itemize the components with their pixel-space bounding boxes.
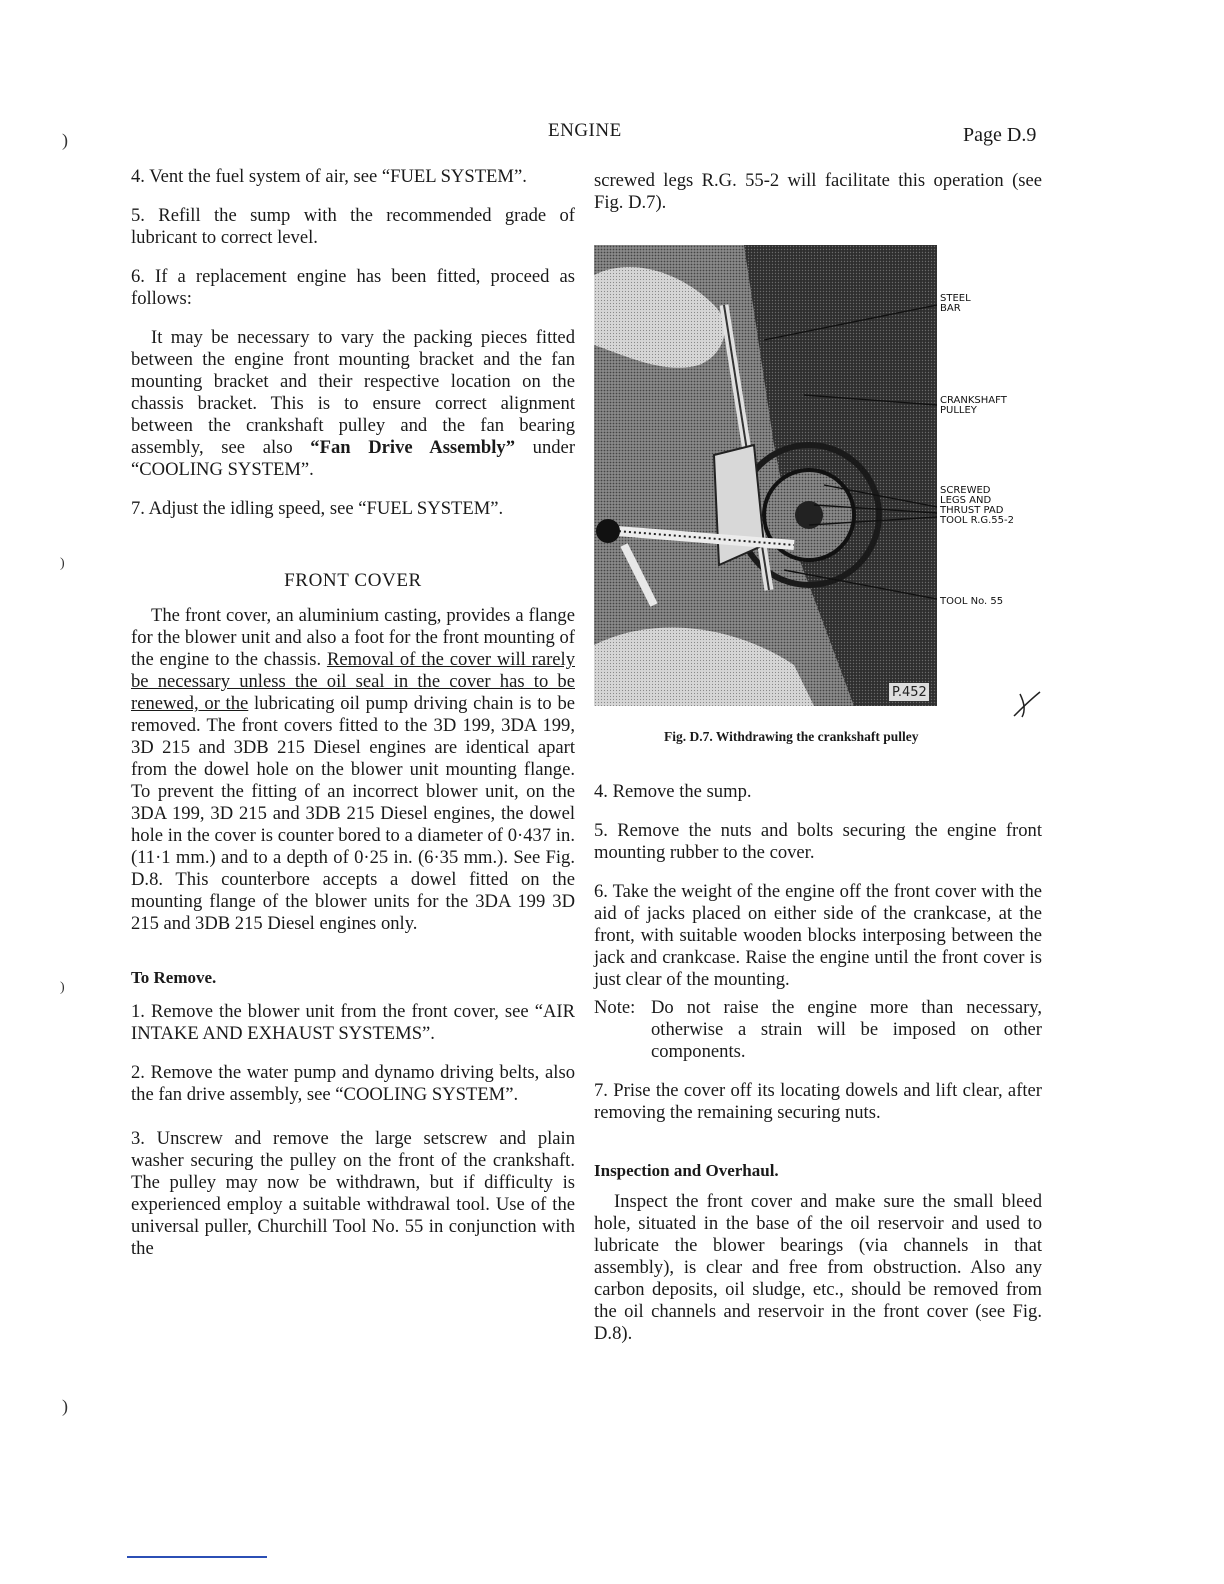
right-column-top (594, 170, 1042, 214)
label-line: TOOL R.G.55-2 (940, 515, 1014, 526)
section-heading-front-cover: FRONT COVER (284, 570, 422, 591)
step-4: 4. Vent the fuel system of air, see “FUEL SYSTEM”. (131, 166, 527, 187)
remove-step-4: 4. Remove the sump. (594, 781, 752, 802)
step-7: 7. Adjust the idling speed, see “FUEL SYSTEM”. (131, 498, 504, 519)
figure-photo (594, 245, 937, 706)
label-steel-bar (940, 294, 971, 314)
step-5: 5. Refill the sump with the recommended grade of lubricant to correct level. (131, 205, 575, 248)
remove-step-1: 1. Remove the blower unit from the front cover, see “AIR INTAKE AND EXHAUST SYSTEMS”. (131, 1001, 575, 1044)
front-cover-text-b: lubricating oil pump driving chain is to be removed. The front covers fitted to the 3D 199, 3DA 199, 3D 215 and 3DB 215 Diesel engines are identical apart from the dowel hole on the blower unit mounting flange. To prevent the fitting of an incorrect blower unit, on the 3DA 199, 3D 215 and 3DB 215 Diesel engines, the dowel hole in the cover is counter bored to a diameter of 0·437 in. (11·1 mm.) and to a depth of 0·25 in. (6·35 mm.). See Fig. D.8. This counterbore accepts a dowel fitted on the mounting flange of the blower units for the 3DA 199 3D 215 and 3DB 215 Diesel engines only. (131, 693, 576, 934)
step-6-text-a: It may be necessary to vary the packing pieces fitted between the engine front mounting bracket and the fan mounting bracket and their respective location on the chassis bracket. This is to ensure correct alignment between the crankshaft pulley and the fan bearing assembly, see also (131, 327, 575, 458)
engine-photo-illustration (594, 245, 937, 706)
label-tool-55 (940, 597, 1003, 607)
remove-step-6: 6. Take the weight of the engine off the front cover with the aid of jacks placed on either side of the crankcase, at the front, with suitable wooden blocks interposing between the jack and crankcase. Raise the engine until the front cover is just clear of the mounting. (594, 881, 1042, 990)
page-header-title: ENGINE (548, 120, 622, 141)
label-line: CRANKSHAFT (940, 395, 1007, 406)
remove-step-2: 2. Remove the water pump and dynamo driving belts, also the fan drive assembly, see “COOLING SYSTEM”. (131, 1062, 575, 1105)
inspection-heading: Inspection and Overhaul. (594, 1161, 779, 1180)
label-screwed-legs (940, 486, 1014, 526)
label-line: SCREWED (940, 485, 991, 496)
left-column (131, 166, 575, 1260)
plate-number: P.452 (892, 685, 927, 700)
inspection-paragraph: Inspect the front cover and make sure the small bleed hole, situated in the base of the oil reservoir and used to lubricate the blower bearings (via channels in that assembly), is clear and free from obstruction. Also any carbon deposits, oil sludge, etc., should be removed from the oil channels and reservoir in the front cover (see Fig. D.8). (594, 1191, 1042, 1344)
front-cover-paragraph (131, 605, 575, 935)
label-line: THRUST PAD (940, 505, 1004, 516)
front-cover-underlined-text: Removal of the cover will rarely be necessary unless the oil seal in the cover has to be renewed, or the (131, 649, 575, 714)
remove-step-5: 5. Remove the nuts and bolts securing the engine front mounting rubber to the cover. (594, 820, 1042, 863)
step-6: 6. If a replacement engine has been fitted, proceed as follows: (131, 266, 575, 309)
handwritten-mark (1010, 690, 1044, 720)
margin-mark: ) (60, 980, 65, 995)
right-column-bottom (594, 781, 1042, 1345)
label-line: STEEL (940, 293, 971, 304)
note-label: Note: (594, 997, 636, 1018)
to-remove-heading: To Remove. (131, 968, 217, 987)
label-line: BAR (940, 303, 961, 314)
figure-caption: Fig. D.7. Withdrawing the crankshaft pulley (664, 729, 919, 744)
fan-drive-reference: “Fan Drive Assembly” (310, 437, 516, 458)
remove-step-7: 7. Prise the cover off its locating dowels and lift clear, after removing the remaining securing nuts. (594, 1080, 1042, 1123)
label-crankshaft-pulley (940, 396, 1007, 416)
label-line: TOOL No. 55 (940, 596, 1004, 607)
step-6-paragraph (131, 327, 575, 481)
margin-mark: ) (62, 1396, 68, 1416)
margin-mark: ) (62, 130, 68, 150)
margin-mark: ) (60, 556, 65, 571)
front-cover-text-a: The front cover, an aluminium casting, provides a flange for the blower unit and also a foot for the front mounting of the engine to the chassis. (131, 605, 575, 670)
page-number: Page D.9 (963, 124, 1037, 146)
note-text: Do not raise the engine more than necessary, otherwise a strain will be imposed on other components. (651, 997, 1042, 1062)
step-6-text-b: under “COOLING SYSTEM”. (131, 437, 576, 480)
note-block (594, 997, 1042, 1063)
label-line: PULLEY (940, 405, 977, 416)
continuation-text: screwed legs R.G. 55-2 will facilitate this operation (see Fig. D.7). (594, 170, 1042, 213)
label-line: LEGS AND (940, 495, 992, 506)
remove-step-3: 3. Unscrew and remove the large setscrew and plain washer securing the pulley on the front of the crankshaft. The pulley may now be withdrawn, but if difficulty is experienced employ a suitable withdrawal tool. Use of the universal puller, Churchill Tool No. 55 in conjunction with the (131, 1128, 575, 1259)
footer-rule (127, 1556, 267, 1558)
